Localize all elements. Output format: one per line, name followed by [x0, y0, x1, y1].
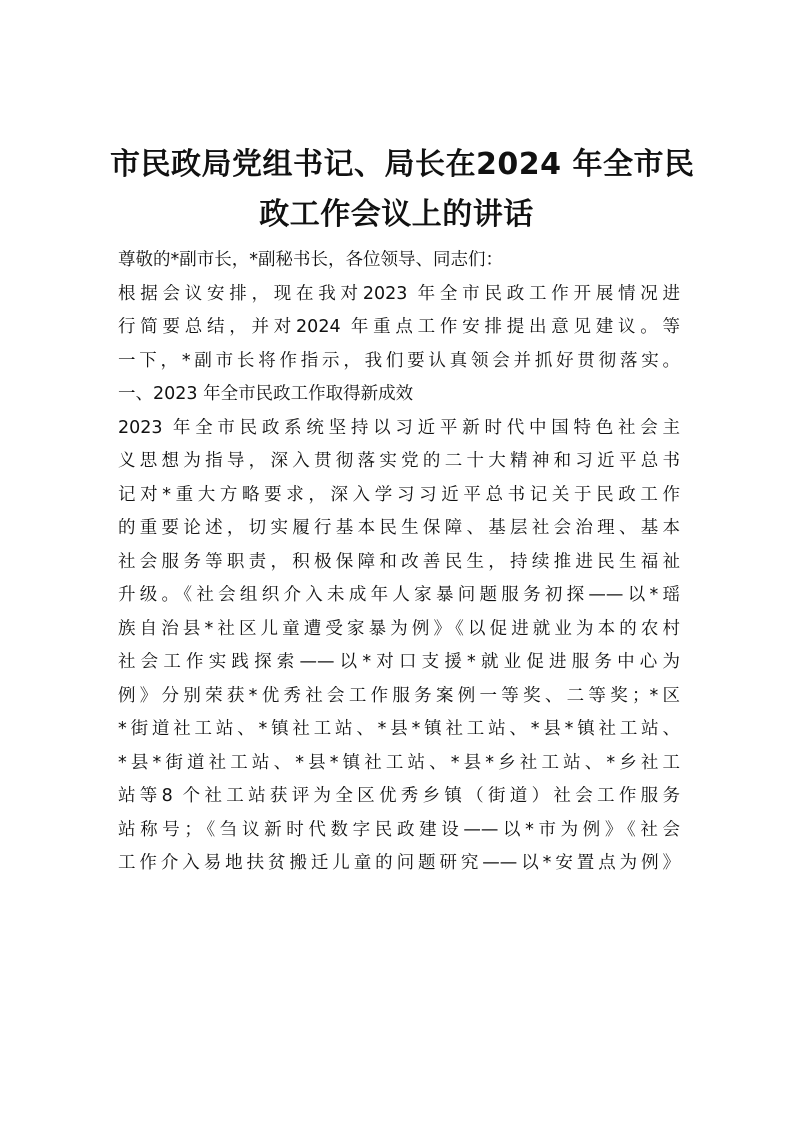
title-line-2: 政工作会议上的讲话 — [259, 197, 534, 233]
document-body — [118, 244, 680, 881]
body-line: 站等8 个社工站获评为全区优秀乡镇（街道）社会工作服务 — [118, 786, 680, 806]
body-line: 记对*重大方略要求，深入学习习近平总书记关于民政工作 — [118, 484, 680, 505]
body-line: 根据会议安排，现在我对2023 年全市民政工作开展情况进 — [118, 283, 680, 304]
title-line-1: 市民政局党组书记、局长在2024 年全市民 — [110, 147, 695, 183]
body-line: 2023 年全市民政系统坚持以习近平新时代中国特色社会主 — [118, 417, 680, 438]
body-line: 社会服务等职责，积极保障和改善民生，持续推进民生福祉 — [118, 551, 680, 572]
body-line: 例》分别荣获*优秀社会工作服务案例一等奖、二等奖；*区 — [118, 685, 680, 706]
body-line: 升级。《社会组织介入未成年人家暴问题服务初探——以*瑶 — [118, 585, 680, 605]
document-title — [110, 140, 695, 240]
body-line: 义思想为指导，深入贯彻落实党的二十大精神和习近平总书 — [118, 451, 680, 471]
body-line: 的重要论述，切实履行基本民生保障、基层社会治理、基本 — [118, 518, 680, 538]
body-line: 工作介入易地扶贫搬迁儿童的问题研究——以*安置点为例》 — [118, 853, 680, 873]
section-heading: 一、2023 年全市民政工作取得新成效 — [118, 384, 414, 404]
body-line: *县*街道社工站、*县*镇社工站、*县*乡社工站、*乡社工 — [118, 752, 680, 773]
body-line: 社会工作实践探索——以*对口支援*就业促进服务中心为 — [118, 652, 680, 672]
body-line: 站称号；《刍议新时代数字民政建设——以*市为例》《社会 — [118, 819, 680, 840]
body-line: 族自治县*社区儿童遭受家暴为例》《以促进就业为本的农村 — [118, 618, 680, 639]
body-line: 一下，*副市长将作指示，我们要认真领会并抓好贯彻落实。 — [118, 350, 680, 371]
salutation-line: 尊敬的*副市长，*副秘书长，各位领导、同志们： — [118, 250, 503, 270]
body-line: *街道社工站、*镇社工站、*县*镇社工站、*县*镇社工站、 — [118, 719, 680, 739]
body-line: 行简要总结，并对2024 年重点工作安排提出意见建议。等 — [118, 317, 680, 337]
